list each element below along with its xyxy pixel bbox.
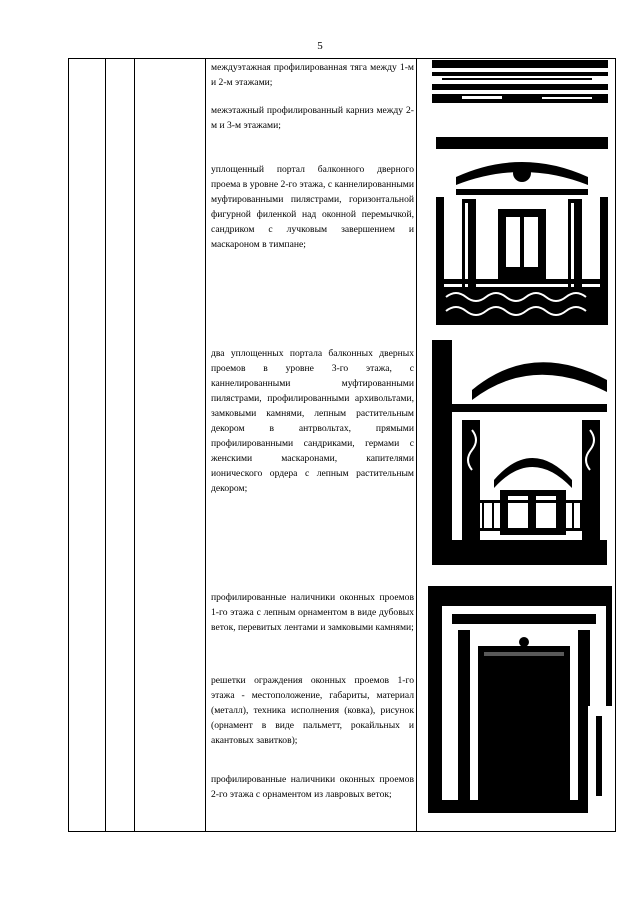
column-divider-4 (416, 59, 417, 831)
entry-balcony-portals-floor-3: два уплощенных портала балконных дверных проемов в уровне 3-го этажа, с каннелированными муфтированными пилястрами, профилированными архивольтами, замковыми камнями, лепным растительным декором в антрвольтах, прямыми профилированными сандриками, гермами с женскими маскаронами, капителями ионического ордера с лепным растительным декором; (211, 348, 414, 494)
photo-balcony-portal-floor-2 (436, 137, 608, 325)
column-divider-2 (134, 59, 135, 831)
entry-window-surrounds-floor-2: профилированные наличники оконных проемов 2-го этажа с орнаментом из лавровых веток; (211, 774, 414, 800)
entry-balcony-portal-floor-2: уплощенный портал балконного дверного проема в уровне 2-го этажа, с каннелированными муфтированными пилястрами, горизонтальной фигурной филенкой над оконной перемычкой, сандриком с лучковым завершением и маскароном в тимпане; (211, 164, 414, 250)
photo-string-course (432, 60, 608, 103)
entry-interfloor-cornice: межэтажный профилированный карниз между 2-м и 3-м этажами; (211, 105, 414, 131)
column-divider-3 (205, 59, 206, 831)
photo-balcony-portals-floor-3 (432, 340, 607, 565)
column-divider-1 (105, 59, 106, 831)
entry-interfloor-string-course: междуэтажная профилированная тяга между 1-м и 2-м этажами; (211, 62, 414, 88)
photo-window-surround-floor-1 (428, 586, 612, 813)
entry-window-surrounds-floor-1: профилированные наличники оконных проемов 1-го этажа с лепным орнаментом в виде дубовых веток, перевитых лентами и замковыми камнями; (211, 592, 414, 633)
entry-window-grilles-floor-1: решетки ограждения оконных проемов 1-го этажа - местоположение, габариты, материал (металл), техника исполнения (ковка), рисунок (орнамент в виде пальметт, рокайльных и акантовых завитков); (211, 675, 414, 746)
page-number: 5 (317, 40, 323, 52)
